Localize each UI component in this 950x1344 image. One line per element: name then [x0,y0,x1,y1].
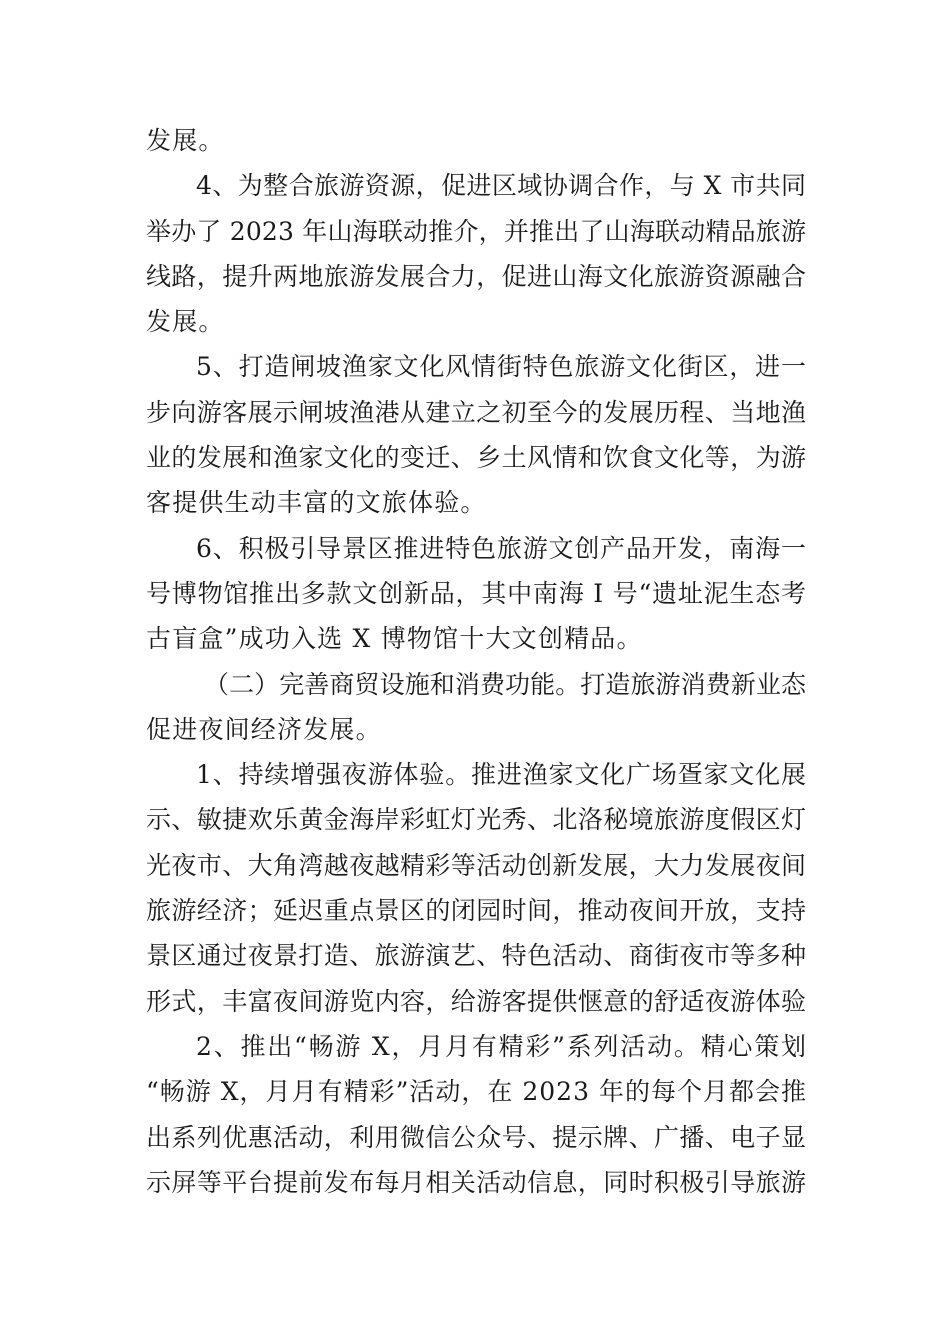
text-line: （二）完善商贸设施和消费功能。打造旅游消费新业态 [204,669,807,699]
text-line: 4、为整合旅游资源，促进区域协调合作，与 X 市共同 [196,171,807,201]
text-line: 景区通过夜景打造、旅游演艺、特色活动、商街夜市等多种 [146,941,807,971]
text-line: 出系列优惠活动，利用微信公众号、提示牌、广播、电子显 [146,1122,807,1152]
text-line: 示、敏捷欢乐黄金海岸彩虹灯光秀、北洛秘境旅游度假区灯 [146,805,807,835]
text-line: 示屏等平台提前发布每月相关活动信息，同时积极引导旅游 [146,1167,807,1197]
text-line: 5、打造闸坡渔家文化风情街特色旅游文化街区，进一 [196,352,807,382]
text-line: 号博物馆推出多款文创新品，其中南海 I 号“遗址泥生态考 [146,578,807,608]
text-line: 6、积极引导景区推进特色旅游文创产品开发，南海一 [196,533,807,563]
text-line: 线路，提升两地旅游发展合力，促进山海文化旅游资源融合 [146,261,807,291]
text-line: 2、推出“畅游 X，月月有精彩”系列活动。精心策划 [196,1031,808,1061]
text-line: 古盲盒”成功入选 X 博物馆十大文创精品。 [146,624,643,654]
text-line: 形式，丰富夜间游览内容，给游客提供惬意的舒适夜游体验 [146,986,807,1016]
text-line: 光夜市、大角湾越夜越精彩等活动创新发展，大力发展夜间 [146,850,807,880]
text-line: 客提供生动丰富的文旅体验。 [146,488,487,518]
text-line: 发展。 [146,307,225,337]
text-line: 促进夜间经济发展。 [146,714,382,744]
text-line: 发展。 [146,126,225,155]
text-line: 业的发展和渔家文化的变迁、乡土风情和饮食文化等，为游 [146,443,807,473]
text-line: “畅游 X，月月有精彩”活动，在 2023 年的每个月都会推 [146,1077,808,1107]
text-line: 1、持续增强夜游体验。推进渔家文化广场疍家文化展 [196,760,807,790]
text-line: 旅游经济；延迟重点景区的闭园时间，推动夜间开放，支持 [146,896,807,926]
text-line: 步向游客展示闸坡渔港从建立之初至今的发展历程、当地渔 [146,397,807,427]
document-body [146,118,806,1205]
text-line: 举办了 2023 年山海联动推介，并推出了山海联动精品旅游 [146,216,807,246]
